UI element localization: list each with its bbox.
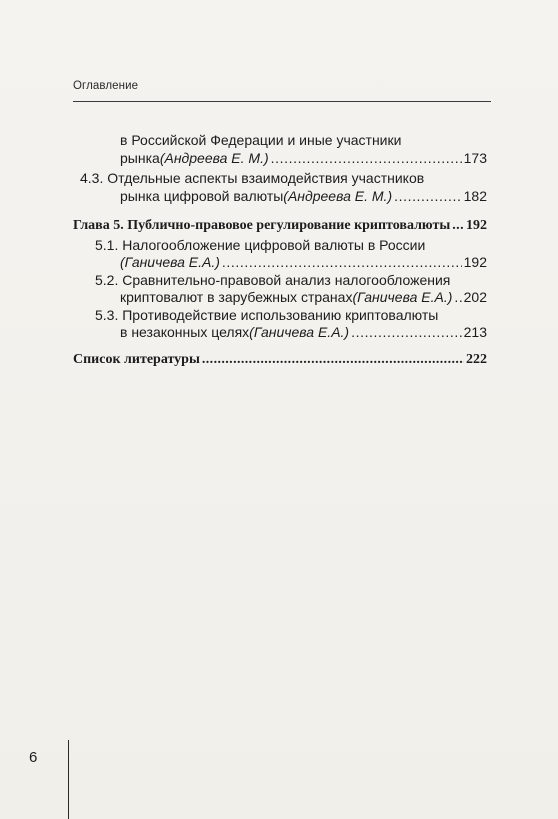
toc-entry-text: 5.1. Налогообложение цифровой валюты в России [95, 237, 426, 253]
toc-page-number: 173 [463, 150, 487, 166]
toc-page-number: 213 [463, 324, 487, 340]
toc-page-number: 202 [463, 289, 487, 305]
toc-chapter-line [73, 217, 487, 235]
toc-chapter-title: Список литературы [73, 352, 200, 367]
toc-author: (Андреева Е. М.) [283, 188, 393, 204]
header-rule [73, 101, 491, 102]
toc-entry-line [120, 149, 487, 167]
toc-dot-leader [202, 351, 464, 369]
toc-author: (Ганичева Е.А.) [352, 289, 453, 305]
toc-entry-line [120, 253, 487, 271]
toc-author: (Ганичева Е.А.) [120, 254, 220, 270]
toc-page-number: 192 [466, 218, 487, 233]
toc-dot-leader [452, 217, 464, 235]
toc-entry-line [120, 323, 487, 341]
toc-dot-leader [222, 253, 462, 271]
folio-rule [68, 740, 69, 819]
toc-page-number: 222 [466, 352, 487, 367]
toc-dot-leader [454, 288, 461, 306]
toc-entry-text: криптовалют в зарубежных странах [120, 289, 353, 305]
page-number: 6 [29, 749, 38, 766]
toc-entry-line [120, 187, 487, 205]
toc-author: (Ганичева Е.А.) [249, 324, 350, 340]
toc-author: (Андреева Е. М.) [159, 150, 269, 166]
toc-entry-text: в незаконных целях [120, 324, 250, 340]
toc-chapter-title: Глава 5. Публично-правовое регулирование криптовалюты [73, 218, 451, 233]
toc-entry-text: 5.3. Противодействие использованию криптовалюты [95, 307, 439, 323]
toc-entry-line [120, 288, 487, 306]
toc-entry-line [95, 306, 487, 324]
toc-dot-leader [271, 149, 462, 167]
toc-entry-text: в Российской Федерации и иные участники [120, 132, 402, 148]
toc-entry-line [80, 169, 487, 187]
toc-entry-line [95, 271, 487, 289]
toc-entry-text: рынка [120, 150, 160, 166]
toc-entry-line [95, 236, 487, 254]
toc-entry-text: 4.3. Отдельные аспекты взаимодействия участников [80, 170, 425, 186]
toc-dot-leader [351, 323, 462, 341]
toc-entry-text: 5.2. Сравнительно-правовой анализ налогообложения [95, 272, 451, 288]
toc-entry-line [120, 131, 487, 149]
toc-page-number: 192 [463, 254, 487, 270]
toc-entry-text: рынка цифровой валюты [120, 188, 284, 204]
running-head-title: Оглавление [73, 80, 139, 92]
toc-chapter-line [73, 351, 487, 369]
toc-page-number: 182 [463, 188, 487, 204]
toc-dot-leader [394, 187, 462, 205]
